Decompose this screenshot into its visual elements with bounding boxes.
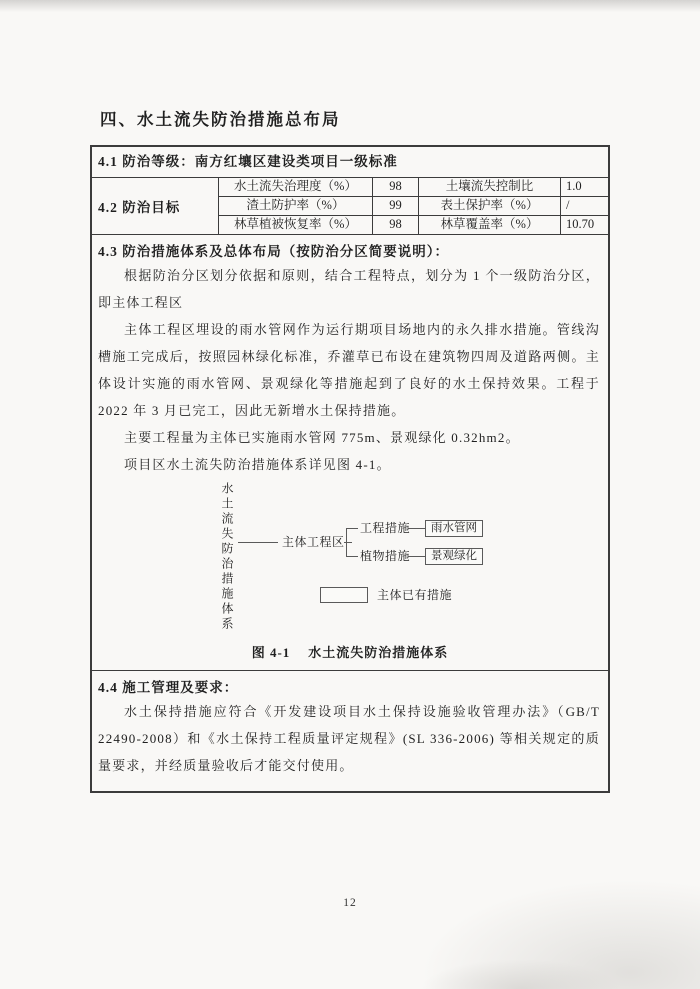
figure-caption-number: 图 4-1	[251, 645, 291, 660]
figure-caption-text: 水土流失防治措施体系	[308, 645, 449, 660]
legend-label: 主体已有措施	[377, 588, 453, 602]
paragraph: 项目区水土流失防治措施体系详见图 4-1。	[124, 457, 391, 472]
figure-vertical-title: 水土流失防治措施体系	[220, 482, 234, 632]
metric-value: 98	[373, 216, 419, 234]
metric-label: 水土流失治理度（%）	[219, 178, 373, 196]
metric-label: 土壤流失控制比	[419, 178, 561, 196]
main-table	[90, 145, 610, 793]
section-4-3-heading: 4.3 防治措施体系及总体布局（按防治分区简要说明）：	[98, 244, 449, 259]
metric-value: /	[566, 198, 570, 212]
tree-leaf-box-rainwater-network: 雨水管网	[425, 520, 483, 537]
paragraph: 根据防治分区划分依据和原则，结合工程特点，划分为 1 个一级防治分区，即主体工程区	[98, 268, 600, 310]
page-number: 12	[343, 897, 357, 909]
metric-label: 渣土防护率（%）	[219, 197, 373, 215]
table-row	[219, 216, 608, 234]
metric-value: 99	[373, 197, 419, 215]
tree-root-node: 主体工程区	[282, 535, 345, 549]
metric-label: 表土保护率（%）	[419, 197, 561, 215]
table-row	[219, 197, 608, 216]
connector-line	[238, 542, 278, 543]
metric-label: 林草植被恢复率（%）	[219, 216, 373, 234]
targets-row-label: 4.2 防治目标	[92, 178, 219, 234]
metric-value: 1.0	[566, 179, 582, 193]
figure-4-1-diagram	[92, 480, 608, 638]
targets-grid	[219, 178, 608, 234]
metric-value: 98	[373, 178, 419, 196]
scan-smudge-bottom	[420, 959, 620, 989]
paragraph: 水土保持措施应符合《开发建设项目水土保持设施验收管理办法》（GB/T 22490-2008）和《水土保持工程质量评定规程》(SL 336-2006) 等相关规定的质量要求，并经质量验收后才能交付使用。	[98, 704, 600, 773]
row-4-2-prevention-targets	[92, 178, 608, 235]
metric-label: 林草覆盖率（%）	[419, 216, 561, 234]
row-4-4-construction-management	[92, 671, 608, 791]
connector-bracket	[346, 528, 347, 556]
connector-line	[408, 556, 425, 557]
connector-line	[408, 528, 425, 529]
scan-edge-shading	[0, 0, 700, 12]
paragraph: 主要工程量为主体已实施雨水管网 775m、景观绿化 0.32hm2。	[124, 430, 520, 445]
figure-caption	[92, 642, 608, 661]
tree-branch-engineering: 工程措施	[360, 521, 411, 535]
paragraph: 主体工程区埋设的雨水管网作为运行期项目场地内的永久排水措施。管线沟槽施工完成后，按照园林绿化标准，乔灌草已布设在建筑物四周及道路两侧。主体设计实施的雨水管网、景观绿化等措施起到了良好的水土保持效果。工程于 2022 年 3 月已完工，因此无新增水土保持措施。	[98, 322, 600, 418]
tree-leaf-box-landscape-greening: 景观绿化	[425, 548, 483, 565]
connector-line	[346, 528, 358, 529]
section-4-4-heading: 4.4 施工管理及要求：	[98, 680, 239, 695]
legend-box	[320, 587, 368, 603]
row-4-1-prevention-grade: 4.1 防治等级：南方红壤区建设类项目一级标准	[92, 147, 608, 178]
chapter-heading: 四、水土流失防治措施总布局	[100, 110, 341, 129]
connector-line	[346, 556, 358, 557]
tree-branch-vegetation: 植物措施	[360, 549, 411, 563]
metric-value: 10.70	[566, 217, 595, 231]
row-4-3-measure-system	[92, 235, 608, 671]
table-row	[219, 178, 608, 197]
